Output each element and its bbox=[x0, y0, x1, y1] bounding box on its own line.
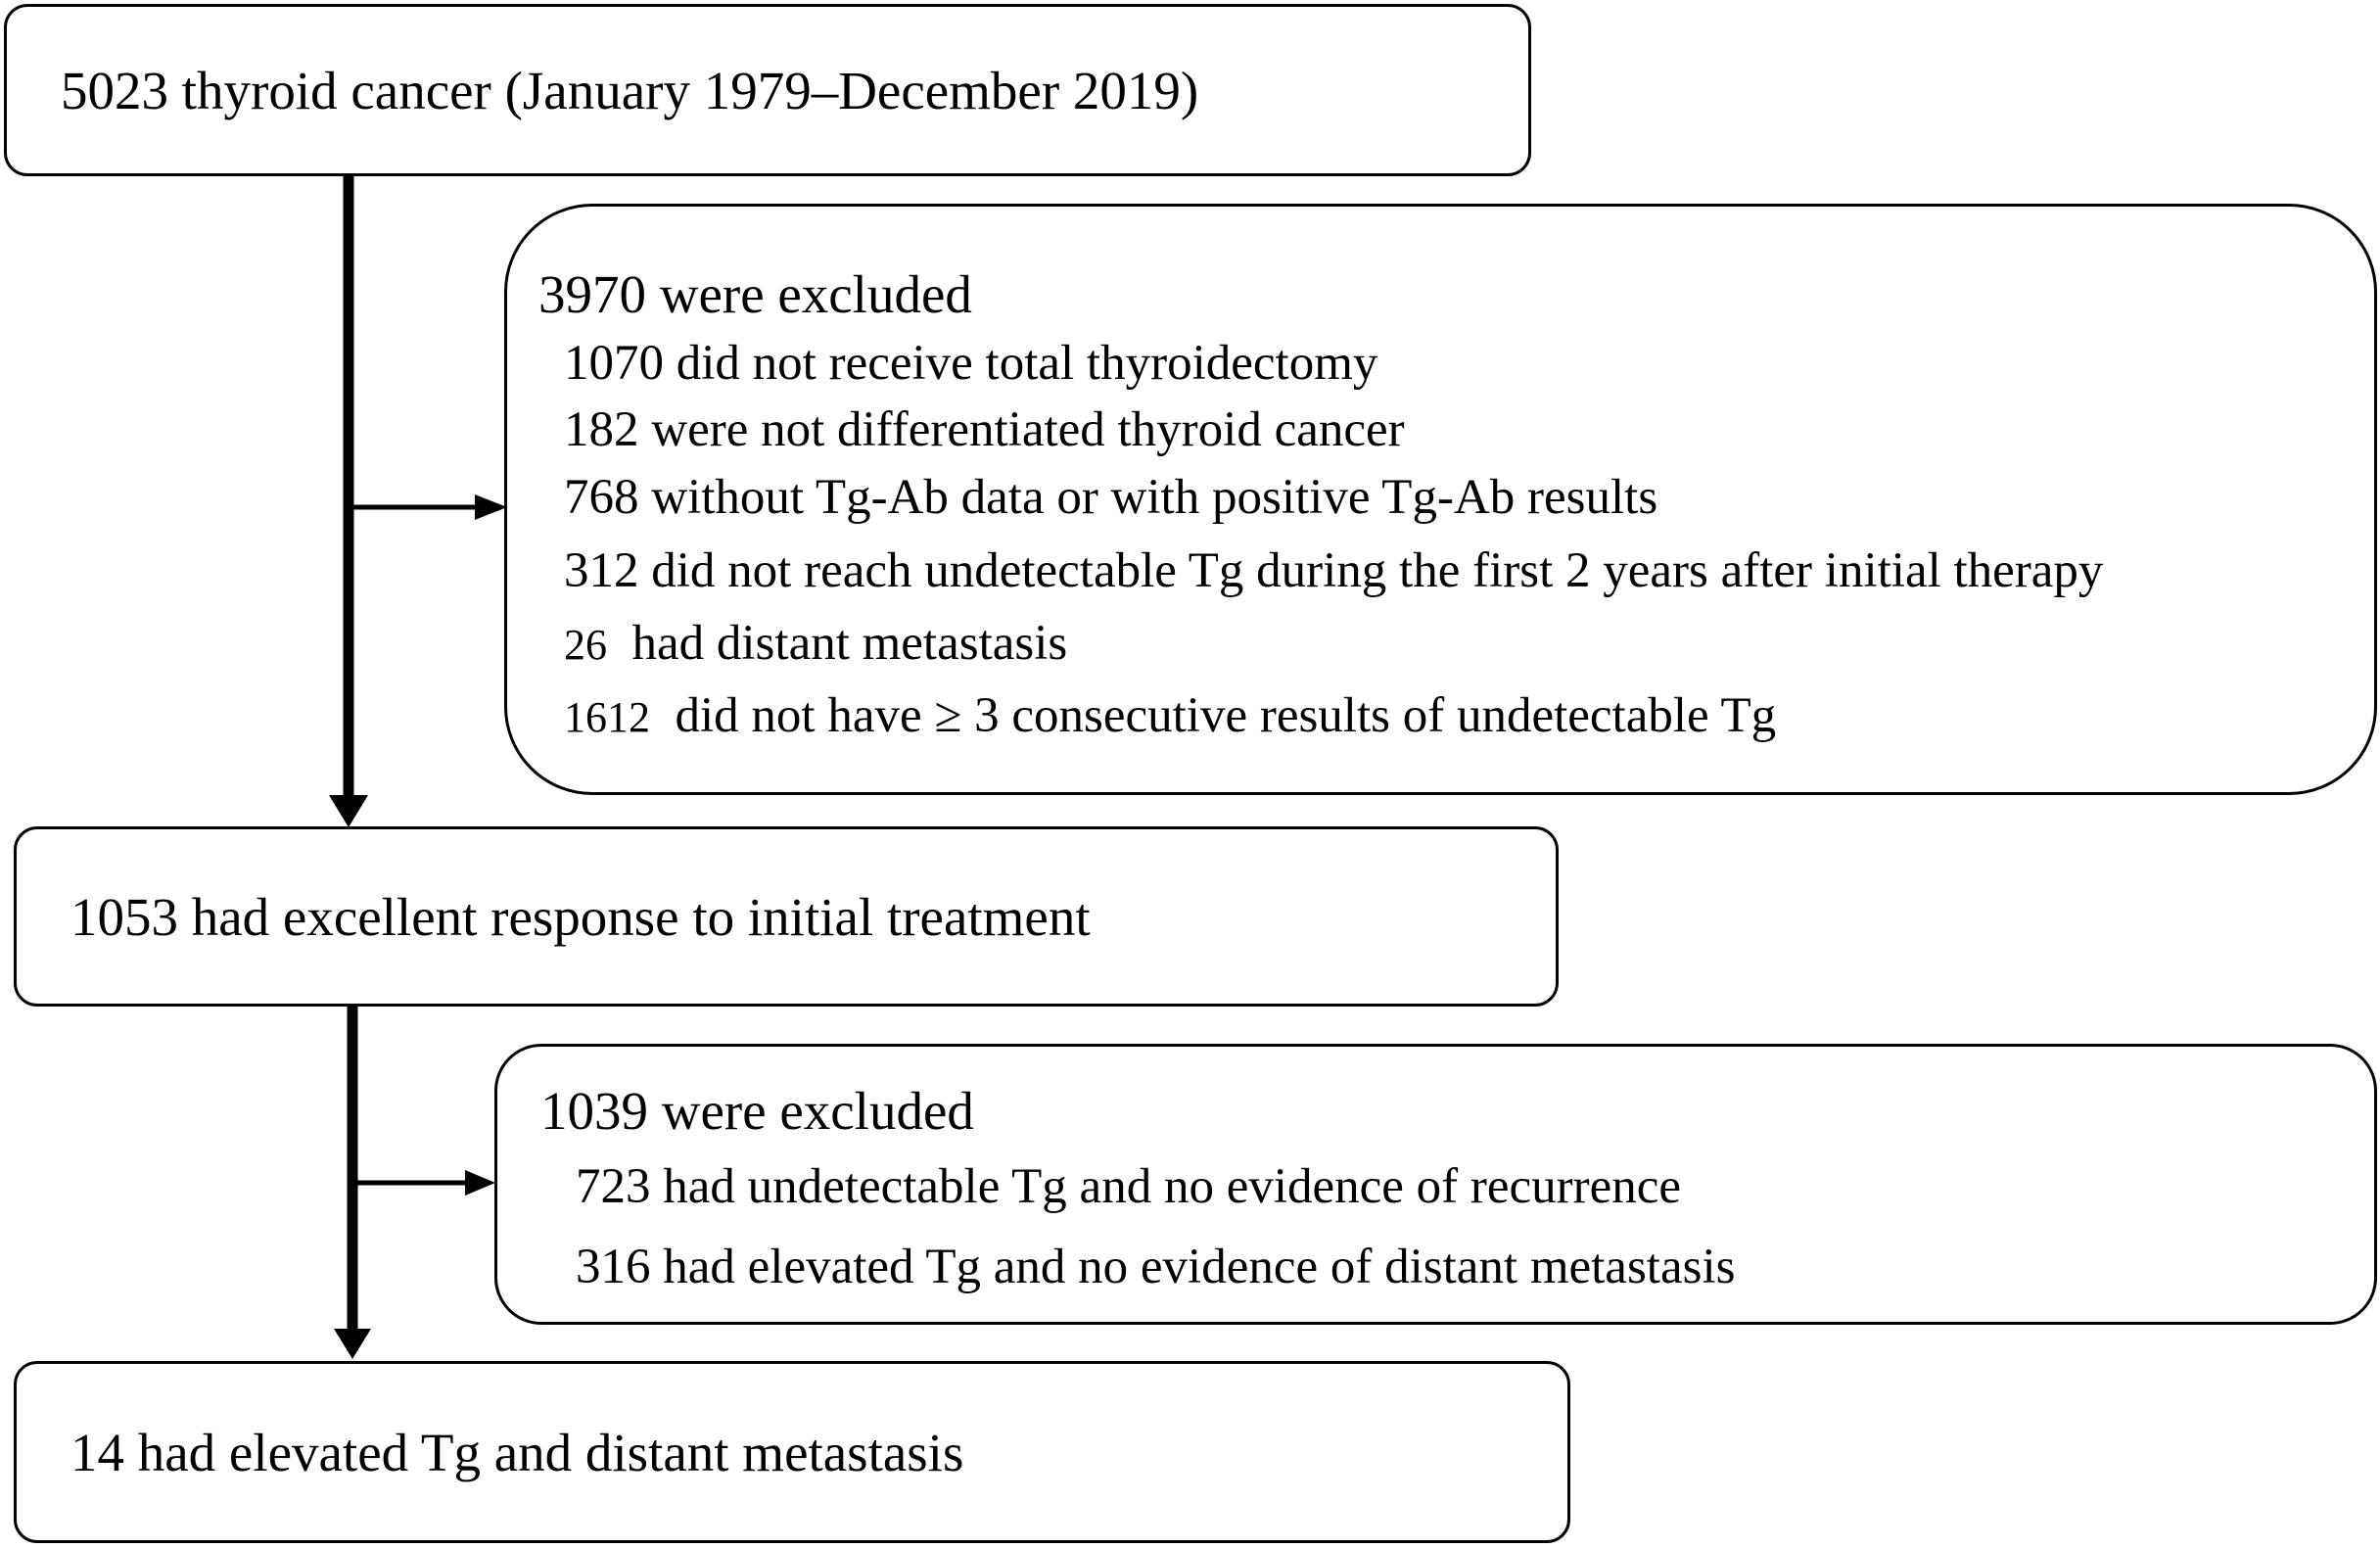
start-text: 5023 thyroid cancer (January 1979–December 2019) bbox=[61, 60, 1199, 120]
exclusion1-item-text: did not have ≥ 3 consecutive results of undetectable Tg bbox=[675, 688, 1777, 743]
exclusion1-item-count: 768 bbox=[564, 470, 639, 525]
exclusion2-item-text: had undetectable Tg and no evidence of recurrence bbox=[663, 1159, 1682, 1214]
step2-box bbox=[14, 826, 1559, 1007]
exclusion1-item-text: without Tg-Ab data or with positive Tg-Ab results bbox=[651, 470, 1658, 525]
exclusion1-title: 3970 were excluded bbox=[538, 264, 972, 324]
exclusion1-item bbox=[564, 616, 1068, 671]
final-box bbox=[14, 1361, 1570, 1543]
exclusion2-title: 1039 were excluded bbox=[540, 1081, 974, 1141]
exclusion2-item-count: 316 bbox=[576, 1240, 651, 1294]
arrowhead-exclusion1 bbox=[475, 494, 507, 520]
exclusion2-item-text: had elevated Tg and no evidence of distant metastasis bbox=[663, 1240, 1736, 1294]
exclusion1-item-count: 26 bbox=[564, 621, 607, 669]
start-box bbox=[4, 4, 1531, 176]
exclusion1-item-count: 312 bbox=[564, 543, 639, 598]
arrowhead-final bbox=[334, 1329, 371, 1359]
final-text: 14 had elevated Tg and distant metastasis bbox=[70, 1422, 964, 1482]
exclusion1-item bbox=[564, 336, 1378, 391]
exclusion2-item-count: 723 bbox=[576, 1159, 651, 1214]
exclusion1-item-text: did not reach undetectable Tg during the first 2 years after initial therapy bbox=[651, 543, 2104, 598]
step2-text: 1053 had excellent response to initial treatment bbox=[70, 886, 1091, 947]
arrowhead-exclusion2 bbox=[465, 1170, 495, 1196]
exclusion1-item-count: 1070 bbox=[564, 336, 664, 391]
exclusion1-box bbox=[504, 204, 2377, 795]
exclusion2-item bbox=[576, 1159, 1682, 1214]
exclusion1-item-text: had distant metastasis bbox=[631, 616, 1068, 671]
exclusion1-item bbox=[564, 543, 2104, 598]
exclusion2-box bbox=[494, 1044, 2377, 1325]
arrowhead-step2 bbox=[329, 795, 368, 827]
exclusion1-item bbox=[564, 688, 1777, 743]
exclusion1-item-text: did not receive total thyroidectomy bbox=[676, 336, 1378, 391]
exclusion2-item bbox=[576, 1240, 1736, 1294]
exclusion1-item-text: were not differentiated thyroid cancer bbox=[651, 402, 1405, 457]
exclusion1-item bbox=[564, 470, 1658, 525]
exclusion1-item-count: 1612 bbox=[564, 693, 650, 741]
exclusion1-item-count: 182 bbox=[564, 402, 639, 457]
exclusion1-item bbox=[564, 402, 1405, 457]
